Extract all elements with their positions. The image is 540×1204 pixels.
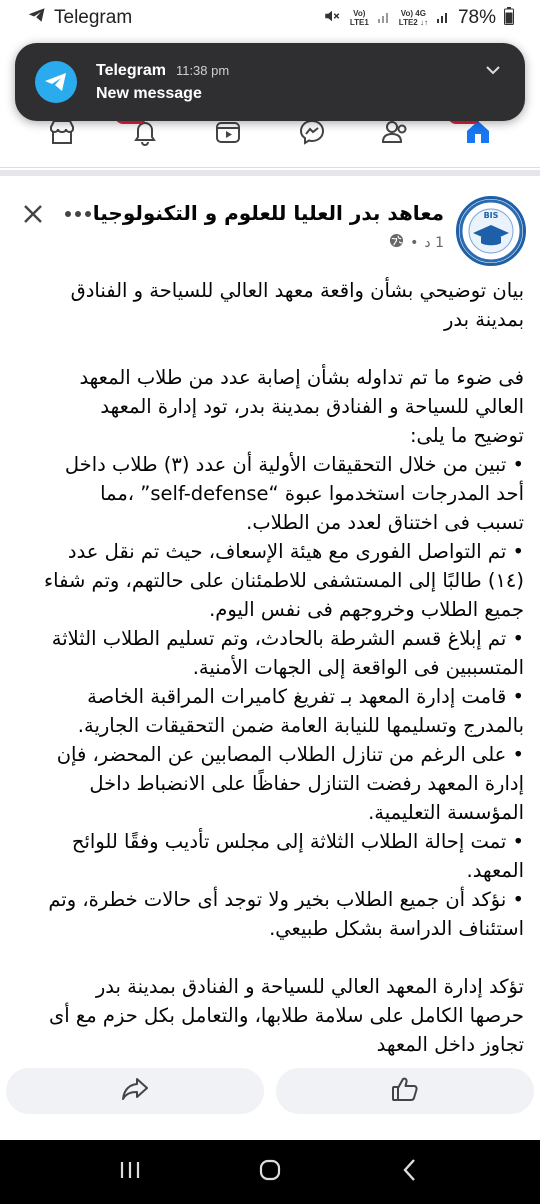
post-text: [12, 276, 524, 1059]
closing-line: حرصها الكامل على سلامة طلابها، والتعامل بكل حزم مع أى: [49, 1004, 524, 1027]
sim2-indicator: Vo) 4G LTE2 ↓↑: [398, 9, 428, 27]
home-circle-icon: [258, 1158, 282, 1186]
bullet-line: جميع الطلاب وخروجهم فى نفس اليوم.: [209, 598, 524, 621]
bullet-line: [12, 479, 524, 508]
institute-logo: [459, 199, 523, 263]
bullet-line: إدارة المعهد رفضت التنازل حفاظًا على الانضباط داخل: [89, 772, 524, 795]
intro-line: فى ضوء ما تم تداوله بشأن إصابة عدد من طلاب المعهد: [79, 366, 524, 389]
telegram-status-icon: [28, 7, 46, 29]
post-action-bar: [0, 1068, 540, 1116]
post-header: [0, 186, 540, 266]
bullet-line-part: ” ،مما: [100, 482, 151, 505]
bullet-line: استئناف الدراسة بشكل طبيعي.: [269, 917, 524, 940]
post-title-line: بمدينة بدر: [444, 308, 524, 331]
home-button[interactable]: [250, 1152, 290, 1192]
notification-text: [96, 62, 481, 103]
status-right: [322, 7, 514, 30]
signal-icon: [436, 8, 450, 29]
post-title-line: بيان توضيحي بشأن واقعة معهد العالي للسياحة و الفنادق: [70, 279, 524, 302]
telegram-icon: [35, 61, 77, 103]
bullet-line: • على الرغم من تنازل الطلاب المصابين عن المحضر، فإن: [56, 743, 524, 766]
recent-apps-button[interactable]: [110, 1152, 150, 1192]
hide-post-button[interactable]: [22, 203, 44, 225]
like-button[interactable]: [276, 1068, 534, 1114]
meta-separator: •: [410, 234, 419, 251]
page-name[interactable]: معاهد بدر العليا للعلوم و التكنولوجيا: [92, 201, 444, 225]
nav-divider: [0, 167, 540, 168]
close-icon: [22, 210, 44, 229]
bullet-line: المؤسسة التعليمية.: [368, 801, 524, 824]
intro-line: توضيح ما يلى:: [409, 424, 524, 447]
status-app-name: Telegram: [54, 7, 133, 28]
thumbs-up-icon: [390, 1074, 420, 1108]
recent-apps-icon: [119, 1160, 141, 1184]
share-icon: [120, 1076, 150, 1106]
bullet-line: بالمدرج وتسليمها للنيابة العامة ضمن التحقيقات الجارية.: [77, 714, 524, 737]
more-dots-icon: [65, 211, 91, 217]
chevron-down-icon: [485, 60, 501, 79]
globe-icon: [389, 233, 404, 252]
shop-icon: [47, 117, 77, 151]
bullet-line: المتسببين فى الواقعة إلى الجهات الأمنية.: [192, 656, 524, 679]
page-avatar[interactable]: [456, 196, 526, 266]
back-chevron-icon: [402, 1158, 418, 1186]
bullet-line: • قامت إدارة المعهد بـ تفريغ كاميرات المراقبة الخاصة: [87, 685, 524, 708]
notification-time: 11:38 pm: [175, 62, 230, 78]
battery-percent: 78%: [457, 7, 496, 28]
expand-notification-button[interactable]: [481, 57, 505, 81]
messenger-icon: [297, 117, 327, 151]
bullet-line: • تمت إحالة الطلاب الثلاثة إلى مجلس تأديب وفقًا للوائح: [71, 830, 524, 853]
notification-message: New message: [96, 84, 202, 102]
bullet-line: • تم التواصل الفورى مع هيئة الإسعاف، حيث تم نقل عدد: [67, 540, 524, 563]
status-left: [28, 7, 132, 29]
closing-line: تجاوز داخل المعهد: [376, 1033, 524, 1056]
bullet-line-part: أحد المدرجات استخدموا عبوة “: [268, 482, 524, 505]
post-meta: [389, 233, 444, 252]
share-button[interactable]: [6, 1068, 264, 1114]
notification-app-name: Telegram: [96, 61, 166, 79]
sim1-indicator: Vo) LTE1: [349, 9, 369, 27]
system-navigation-bar: [0, 1140, 540, 1204]
post-time[interactable]: 1 د: [424, 234, 444, 251]
feed-separator: [0, 170, 540, 176]
bullet-line: تسبب فى اختناق لعدد من الطلاب.: [246, 511, 524, 534]
bullet-line: (١٤) طالبًا إلى المستشفى للاطمئنان على حالتهم، وتم شفاء: [44, 569, 524, 592]
more-options-button[interactable]: [62, 204, 94, 224]
telegram-notification[interactable]: [15, 43, 525, 121]
friends-icon: [380, 117, 410, 151]
bullet-line: • تم إبلاغ قسم الشرطة بالحادث، وتم تسليم الطلاب الثلاثة: [51, 627, 524, 650]
video-icon: [213, 117, 243, 151]
back-button[interactable]: [390, 1152, 430, 1192]
intro-line: العالي للسياحة و الفنادق بمدينة بدر، تود إدارة المعهد: [100, 395, 524, 418]
status-bar: [0, 0, 540, 36]
closing-line: تؤكد إدارة المعهد العالي للسياحة و الفنادق بمدينة بدر: [95, 975, 524, 998]
signal-icon: [377, 8, 391, 29]
mute-icon: [322, 7, 342, 30]
bullet-line: • تبين من خلال التحقيقات الأولية أن عدد (٣) طلاب داخل: [64, 453, 524, 476]
battery-icon: [504, 7, 514, 30]
avatar-text: BIS: [483, 211, 499, 220]
bullet-line-term: self-defense: [150, 482, 269, 505]
bullet-line: • نؤكد أن جميع الطلاب بخير ولا توجد أى حالات خطرة، وتم: [48, 888, 524, 911]
bullet-line: المعهد.: [466, 859, 524, 882]
